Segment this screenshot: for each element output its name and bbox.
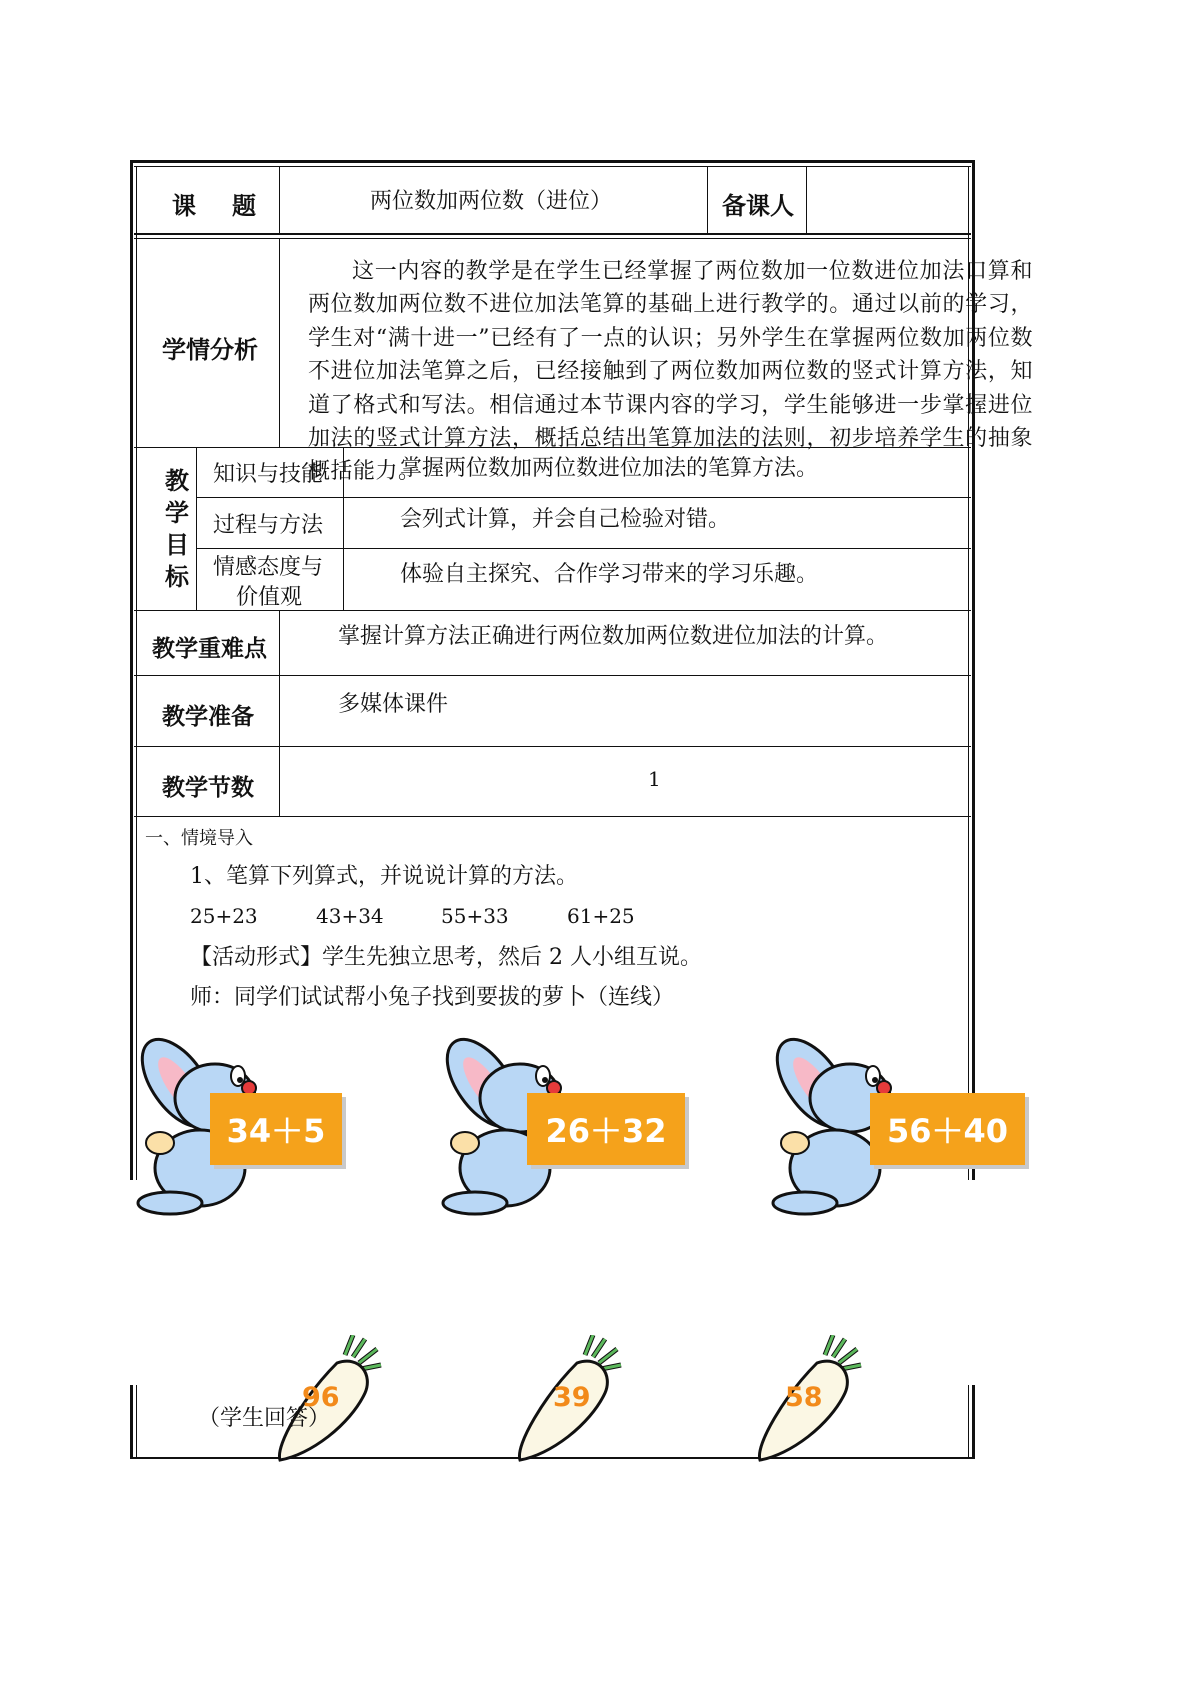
expression-1: 25+23 (190, 904, 258, 928)
topic-label: 课 题 (172, 192, 262, 220)
goals-label-char: 目 (165, 531, 189, 559)
periods-value: 1 (648, 767, 661, 791)
expression-2: 43+34 (316, 904, 384, 928)
goals-label-char: 学 (165, 499, 189, 527)
rabbit-card-1: 34＋5 (210, 1093, 342, 1165)
rabbit-card-2: 26＋32 (527, 1093, 685, 1165)
carrot-1 (265, 1335, 395, 1465)
periods-label: 教学节数 (162, 775, 254, 801)
goals-label-char: 标 (165, 563, 189, 591)
analysis-text: 这一内容的教学是在学生已经掌握了两位数加一位数进位加法口算和两位数加两位数不进位加法笔算的基础上进行教学的。通过以前的学习，学生对“满十进一”已经有了一点的认识；另外学生在掌握两位数加两位数不进位加法笔算之后，已经接触到了两位数加两位数的竖式计算方法，知道了格式和写法。相信通过本节课内容的学习，学生能够进一步掌握进位加法的竖式计算方法，概括总结出笔算加法的法则，初步培养学生的抽象概括能力。 (308, 259, 1033, 485)
rabbit-group-2 (435, 1028, 705, 1218)
goal-knowledge-text: 掌握两位数加两位数进位加法的笔算方法。 (400, 456, 819, 481)
rabbit-group-1 (130, 1028, 360, 1218)
goal-process-label: 过程与方法 (213, 513, 324, 538)
teacher-text: 师：同学们试试帮小兔子找到要拔的萝卜（连线） (190, 985, 675, 1010)
key-points-text: 掌握计算方法正确进行两位数加两位数进位加法的计算。 (338, 624, 889, 649)
goal-process-text: 会列式计算，并会自己检验对错。 (400, 507, 731, 532)
carrot-number-3: 58 (785, 1382, 823, 1413)
carrot-2 (505, 1335, 635, 1465)
analysis-label: 学情分析 (162, 336, 258, 364)
carrot-number-1: 96 (302, 1382, 340, 1413)
goal-attitude-label-line1: 情感态度与 (213, 555, 324, 580)
preparation-text: 多媒体课件 (338, 692, 449, 717)
rabbit-group-3 (765, 1028, 1045, 1218)
key-points-label: 教学重难点 (152, 636, 267, 662)
rabbit-card-3: 56＋40 (870, 1093, 1025, 1165)
goal-attitude-text: 体验自主探究、合作学习带来的学习乐趣。 (400, 562, 819, 587)
expression-3: 55+33 (441, 904, 509, 928)
topic-value: 两位数加两位数（进位） (370, 189, 613, 214)
task-text: 1、笔算下列算式，并说说计算的方法。 (190, 864, 578, 889)
preparation-label: 教学准备 (162, 704, 254, 730)
carrot-number-2: 39 (553, 1382, 591, 1413)
preparer-label: 备课人 (722, 192, 794, 220)
student-answer: （学生回答） (198, 1406, 331, 1431)
expression-4: 61+25 (567, 904, 635, 928)
activity-text: 【活动形式】学生先独立思考，然后 2 人小组互说。 (190, 945, 702, 970)
goals-label-char: 教 (165, 467, 189, 495)
goal-attitude-label-line2: 价值观 (236, 585, 303, 610)
carrot-3 (745, 1335, 875, 1465)
section-title: 一、情境导入 (145, 828, 253, 849)
goal-knowledge-label: 知识与技能 (213, 462, 324, 487)
